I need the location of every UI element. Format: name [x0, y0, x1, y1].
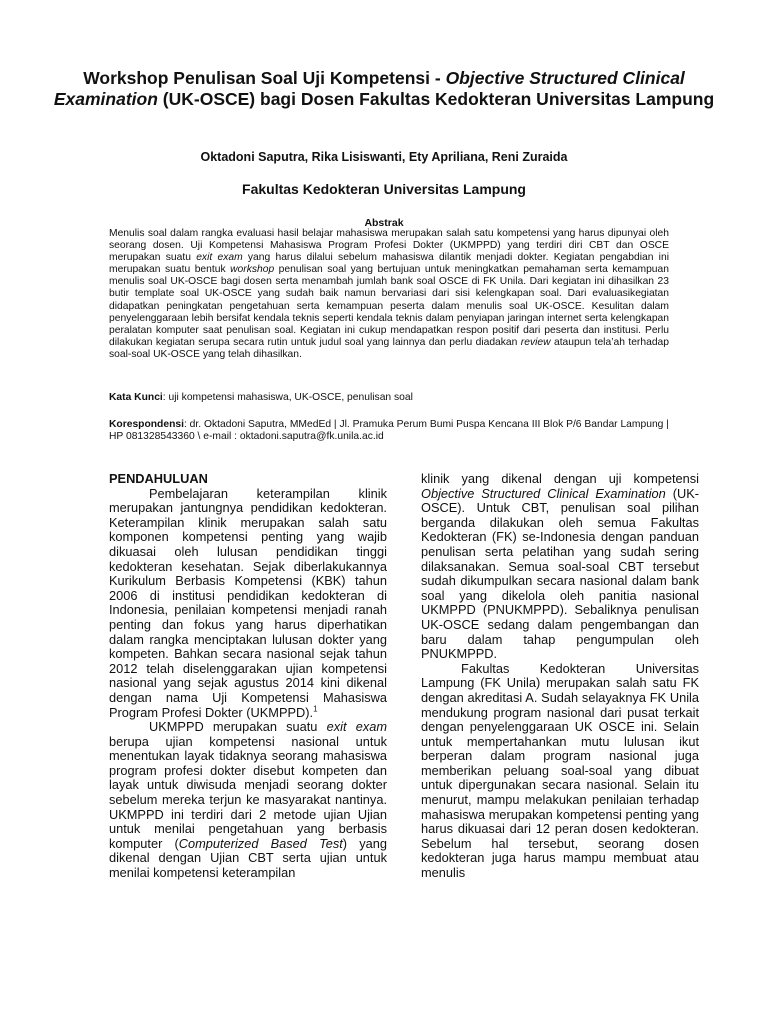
- left-p2b: berupa ujian kompetensi nasional untuk menentukan layak tidaknya seorang mahasiswa program profesi dokter disebut kompeten dan layak untuk diwisuda menjadi seorang dokter sebelum mereka terjun ke masyarakat nantinya. UKMPPD ini terdiri dari 2 metode ujian Ujian untuk menilai pengetahuan yang berbasis komputer (: [109, 733, 387, 851]
- left-p2a: UKMPPD merupakan suatu: [149, 719, 327, 735]
- keywords: [109, 392, 669, 404]
- abstract-t4: ataupun tela’ah terhadap soal-soal UK-OSCE yang telah dihasilkan.: [109, 336, 669, 360]
- left-p1-text: Pembelajaran keterampilan klinik merupakan jantungnya pendidikan kedokteran. Keterampilan klinik merupakan salah satu komponen kompetensi penting yang wajib dikuasai oleh lulusan pendidikan tinggi kedokteran kesehatan. Sejak diberlakukannya Kurikulum Berbasis Kompetensi (KBK) tahun 2006 di institusi pendidikan kedokteran di Indonesia, penilaian kompetensi menjadi ranah penting dan fokus yang harus diperhatikan dalam rangka menciptakan lulusan dokter yang kompeten. Bahkan secara nasional sejak tahun 2012 telah diselenggarakan ujian kompetensi nasional yang sejak agustus 2014 kini dikenal dengan nama Uji Kompetensi Mahasiswa Program Profesi Dokter (UKMPPD).: [109, 485, 387, 720]
- left-p2c: ) yang dikenal dengan Ujian CBT serta ujian untuk menilai kompetensi keterampilan: [109, 835, 387, 881]
- column-right: [421, 472, 699, 881]
- abstract-t1: Menulis soal dalam rangka evaluasi hasil belajar mahasiswa merupakan salah satu kompetensi yang harus dipunyai oleh seorang dosen. Uji Kompetensi Mahasiswa Program Profesi Dokter (UKMPPD) yang terdiri diri CBT dan OSCE merupakan suatu: [109, 228, 669, 264]
- authors: Oktadoni Saputra, Rika Lisiswanti, Ety Apriliana, Reni Zuraida: [200, 150, 568, 164]
- correspondence: [109, 419, 669, 443]
- citation-sup: 1: [313, 704, 318, 714]
- abstract-i3: review: [520, 336, 551, 348]
- left-paragraph-2: [109, 720, 387, 881]
- abstract-t3: penulisan soal yang bertujuan untuk meningkatkan pemahaman serta kemampuan menulis soal UK-OSCE bagi dosen serta menambah jumlah bank soal OSCE di FK Unila. Dari kegiatan ini dihasilkan 23 butir template soal UK-OSCE yang sudah baik namun bervariasi dari sisi kelengkapan soal. Dari evaluasikegiatan didapatkan peningkatan pengetahuan serta kemampuan peserta dalam menulis soal UK-OSCE. Kesulitan dalam penyelenggaraan lebih bersifat kendala teknis seperti kendala teknis dalam penyiapan jaringan internet serta kelengkapan peralatan komputer saat penulisan soal. Kegiatan ini cukup mendapatkan respon positif dari peserta dan institusi. Perlu dilakukan kegiatan serupa secara rutin untuk judul soal yang lainnya dan perlu diadakan: [109, 264, 669, 348]
- right-paragraph-2: Fakultas Kedokteran Universitas Lampung (FK Unila) merupakan salah satu FK dengan akreditasi A. Sudah selayaknya FK Unila mendukung program nasional dari pusat terkait dengan penyelenggaraan UK OSCE ini. Selain untuk mempertahankan mutu lulusan ikut berperan dalam program nasional juga memberikan peluang soal-soal yang dibuat untuk dipergunakan secara nasional. Selain itu menurut, mampu melakukan penilaian terhadap mahasiswa merupakan kompetensi penting yang harus dikuasai dari 12 peran dosen kedokteran. Sebelum hal tersebut, seorang dosen kedokteran juga harus mampu membuat atau menulis: [421, 660, 699, 881]
- keywords-text: : uji kompetensi mahasiswa, UK-OSCE, penulisan soal: [162, 392, 413, 403]
- title-part-2: (UK-OSCE) bagi Dosen Fakultas Kedokteran Universitas Lampung: [157, 89, 715, 109]
- right-p1-i: Objective Structured Clinical Examination: [421, 485, 666, 501]
- correspondence-label: Korespondensi: [109, 419, 184, 430]
- title-italic: Objective Structured Clinical Examination: [53, 68, 685, 109]
- column-left: [109, 472, 387, 881]
- abstract-text: [109, 228, 669, 361]
- correspondence-text: : dr. Oktadoni Saputra, MMedEd | Jl. Pramuka Perum Bumi Puspa Kencana III Blok P/6 Bandar Lampung | HP 081328543360 \ e-mail : oktadoni.saputra@fk.unila.ac.id: [109, 419, 669, 443]
- right-p1a: klinik yang dikenal dengan uji kompetensi: [421, 471, 699, 486]
- paper-title: [40, 68, 728, 110]
- right-paragraph-1: [421, 472, 699, 662]
- abstract-i1: exit exam: [196, 252, 243, 264]
- abstract-i2: workshop: [230, 264, 275, 276]
- section-heading: PENDAHULUAN: [109, 471, 208, 486]
- affiliation: Fakultas Kedokteran Universitas Lampung: [242, 181, 526, 197]
- abstract-heading: Abstrak: [364, 217, 404, 229]
- title-part-1: Workshop Penulisan Soal Uji Kompetensi -: [83, 68, 446, 88]
- keywords-label: Kata Kunci: [109, 392, 163, 403]
- left-p2-i2: Computerized Based Test: [178, 835, 343, 851]
- left-paragraph-1: [109, 487, 387, 721]
- right-p1b: (UK-OSCE). Untuk CBT, penulisan soal pilihan berganda dilakukan oleh semua Fakultas Kedokteran (FK) se-Indonesia dengan panduan penulisan serta pelatihan yang sudah sering dilaksanakan. Semua soal-soal CBT tersebut sudah dikumpulkan secara nasional dalam bank soal yang dikelola oleh panitia nasional UKMPPD (PNUKMPPD). Sebaliknya penulisan UK-OSCE sedang dalam pengembangan dan baru dalam tahap pengumpulan oleh PNUKMPPD.: [421, 485, 699, 662]
- abstract-t2: yang harus dilalui sebelum mahasiswa dilantik menjadi dokter. Kegiatan pengabdian ini merupakan suatu bentuk: [109, 252, 669, 276]
- left-p2-i1: exit exam: [326, 719, 387, 735]
